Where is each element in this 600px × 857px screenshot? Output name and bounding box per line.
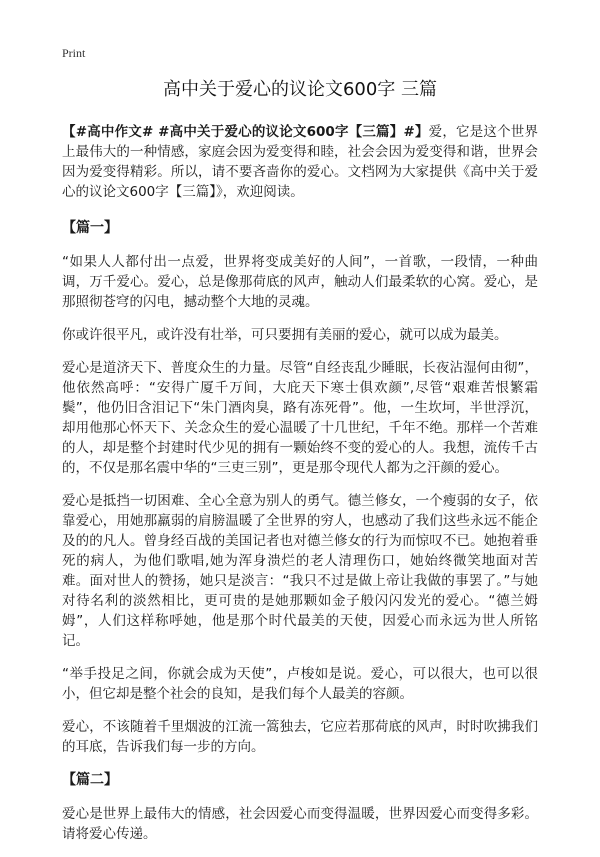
paragraph: 爱心是道济天下、普度众生的力量。尽管“自经丧乱少睡眠，长夜沾湿何由彻”，他依然高呼：“安得广厦千万间，大庇天下寒士俱欢颜”,尽管“艰难苦恨繁霜鬓”，他仍旧含泪记下“朱门酒肉臭，路有冻死骨”。他，一生坎坷，半世浮沉，却用他那心怀天下、关念众生的爱心温暖了十几世纪，千年不绝。那样一个苦难的人，却是整个封建时代少见的拥有一颗始终不变的爱心的人。我想，流传千古的，不仅是那名震中华的“三吏三别”，更是那令现代人都为之汗颜的爱心。 bbox=[62, 360, 538, 476]
paragraph: 你或许很平凡，或许没有壮举，可只要拥有美丽的爱心，就可以成为最美。 bbox=[62, 327, 508, 343]
paragraph: 爱心，不该随着千里烟波的江流一篙独去，它应若那荷底的风声，时时吹拂我们的耳底，告诉我们每一步的方向。 bbox=[62, 719, 538, 755]
intro-text: 爱，它是这个世界上最伟大的一种情感，家庭会因为爱变得和睦，社会会因为爱变得和谐，世界会因为爱变得精彩。所以，请不要吝啬你的爱心。文档网为大家提供《高中关于爱心的议论文600字【三篇】》，欢迎阅读。 bbox=[62, 124, 538, 200]
intro-tag: 【#高中作文# #高中关于爱心的议论文600字【三篇】#】 bbox=[62, 124, 429, 140]
print-link[interactable]: Print bbox=[62, 46, 86, 60]
intro-paragraph bbox=[62, 122, 538, 202]
article-body bbox=[62, 122, 538, 857]
paragraph: 爱心是世界上最伟大的情感，社会因爱心而变得温暖，世界因爱心而变得多彩。请将爱心传递。 bbox=[62, 806, 538, 842]
section-heading-1: 【篇一】 bbox=[62, 220, 118, 236]
section-heading-2: 【篇二】 bbox=[62, 772, 118, 788]
paragraph: 爱心是抵挡一切困难、全心全意为别人的勇气。德兰修女，一个瘦弱的女子，依靠爱心，用她那羸弱的肩膀温暖了全世界的穷人，也感动了我们这些永远不能企及的的凡人。曾身经百战的美国记者也对德兰修女的行为而惊叹不已。她抱着垂死的病人，为他们歌唱,她为浑身溃烂的老人清理伤口，她始终微笑地面对苦难。面对世人的赞扬，她只是淡言：“我只不过是做上帝让我做的事罢了。”与她对待名利的淡然相比，更可贵的是她那颗如金子般闪闪发光的爱心。“德兰姆姆”，人们这样称呼她，他是那个时代最美的天使，因爱心而永远为世人所铭记。 bbox=[62, 493, 538, 649]
page-title: 高中关于爱心的议论文600字 三篇 bbox=[162, 79, 438, 100]
paragraph: “举手投足之间，你就会成为天使”，卢梭如是说。爱心，可以很大，也可以很小，但它却是整个社会的良知，是我们每个人最美的容颜。 bbox=[62, 666, 538, 702]
paragraph: “如果人人都付出一点爱，世界将变成美好的人间”，一首歌，一段情，一种曲调，万千爱心。爱心，总是像那荷底的风声，触动人们最柔软的心窝。爱心，是那照彻苍穹的闪电，撼动整个大地的灵魂。 bbox=[62, 254, 538, 310]
